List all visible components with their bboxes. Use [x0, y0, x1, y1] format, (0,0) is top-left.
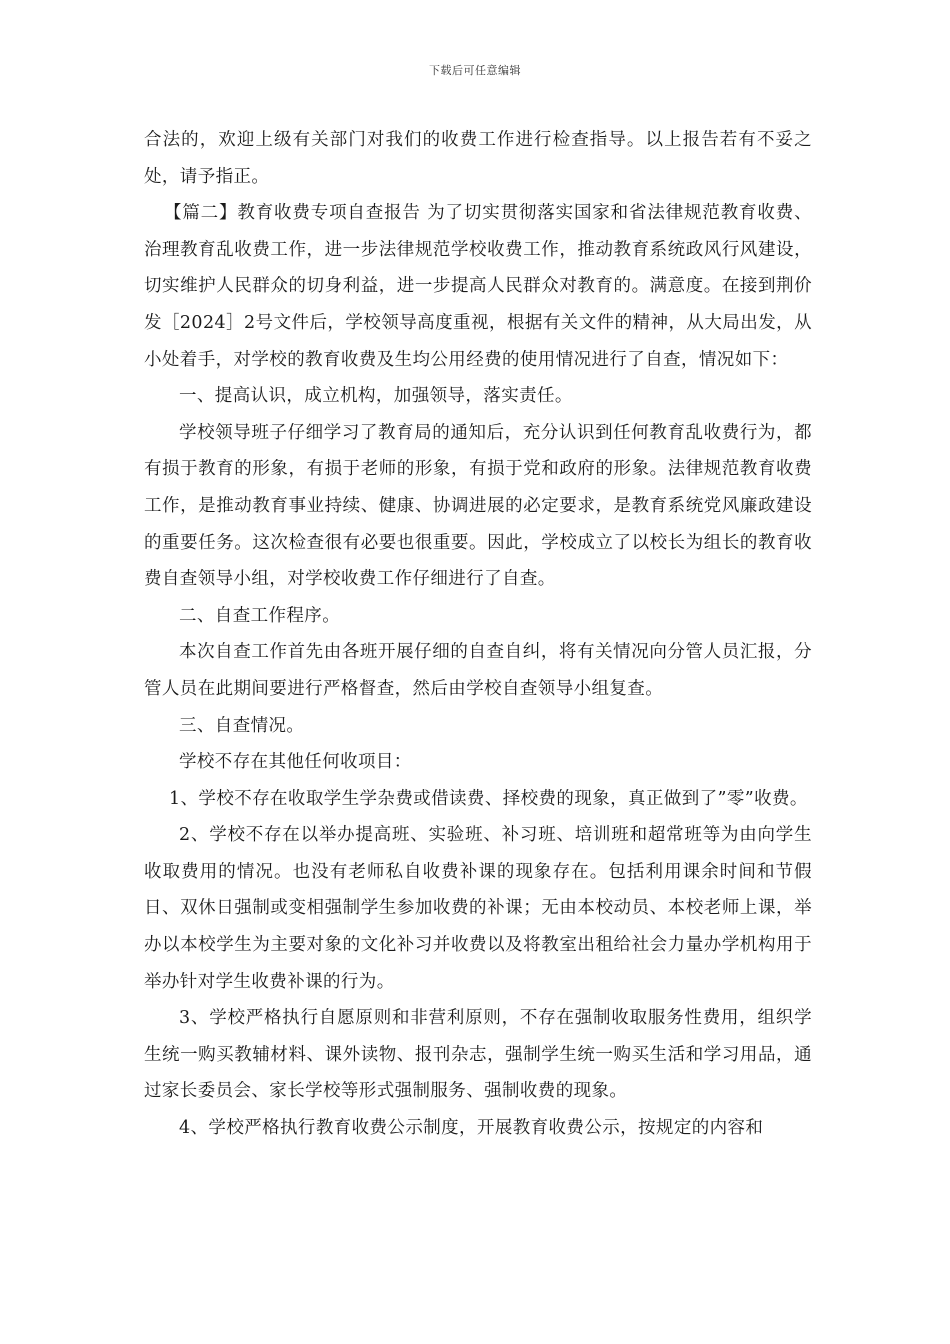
section-heading-2: 二、自查工作程序。 [179, 605, 341, 626]
paragraph-closing: 合法的，欢迎上级有关部门对我们的收费工作进行检查指导。以上报告若有不妥之处，请予指正。 [144, 130, 812, 187]
paragraph-section-1: 学校领导班子仔细学习了教育局的通知后，充分认识到任何教育乱收费行为，都有损于教育的形象，有损于老师的形象，有损于党和政府的形象。法律规范教育收费工作，是推动教育事业持续、健康、协调进展的必定要求，是教育系统党风廉政建设的重要任务。这次检查很有必要也很重要。因此，学校成立了以校长为组长的教育收费自查领导小组，对学校收费工作仔细进行了自查。 [144, 422, 812, 590]
paragraph-section-3-intro: 学校不存在其他任何收项目： [179, 752, 412, 773]
list-item-3: 3、学校严格执行自愿原则和非营利原则，不存在强制收取服务性费用，组织学生统一购买教辅材料、课外读物、报刊杂志，强制学生统一购买生活和学习用品，通过家长委员会、家长学校等形式强制服务、强制收费的现象。 [144, 1008, 812, 1102]
section-heading-1: 一、提高认识，成立机构，加强领导，落实责任。 [179, 386, 573, 407]
list-item-1: 1、学校不存在收取学生学杂费或借读费、择校费的现象，真正做到了”零”收费。 [169, 788, 808, 809]
page-header: 下载后可任意编辑 [429, 64, 521, 77]
document-body [144, 122, 812, 1147]
section-heading-3: 三、自查情况。 [179, 715, 305, 736]
paragraph-report-intro: 【篇二】教育收费专项自查报告 为了切实贯彻落实国家和省法律规范教育收费、治理教育乱收费工作，进一步法律规范学校收费工作，推动教育系统政风行风建设，切实维护人民群众的切身利益，进一步提高人民群众对教育的。满意度。在接到荆价发［2024］2号文件后，学校领导高度重视，根据有关文件的精神，从大局出发，从小处着手，对学校的教育收费及生均公用经费的使用情况进行了自查，情况如下： [144, 203, 812, 370]
list-item-2: 2、学校不存在以举办提高班、实验班、补习班、培训班和超常班等为由向学生收取费用的情况。也没有老师私自收费补课的现象存在。包括利用课余时间和节假日、双休日强制或变相强制学生参加收费的补课；无由本校动员、本校老师上课，举办以本校学生为主要对象的文化补习并收费以及将教室出租给社会力量办学机构用于举办针对学生收费补课的行为。 [144, 825, 812, 992]
paragraph-section-2: 本次自查工作首先由各班开展仔细的自查自纠，将有关情况向分管人员汇报，分管人员在此期间要进行严格督查，然后由学校自查领导小组复查。 [144, 642, 812, 699]
list-item-4: 4、学校严格执行教育收费公示制度，开展教育收费公示，按规定的内容和 [179, 1118, 764, 1139]
